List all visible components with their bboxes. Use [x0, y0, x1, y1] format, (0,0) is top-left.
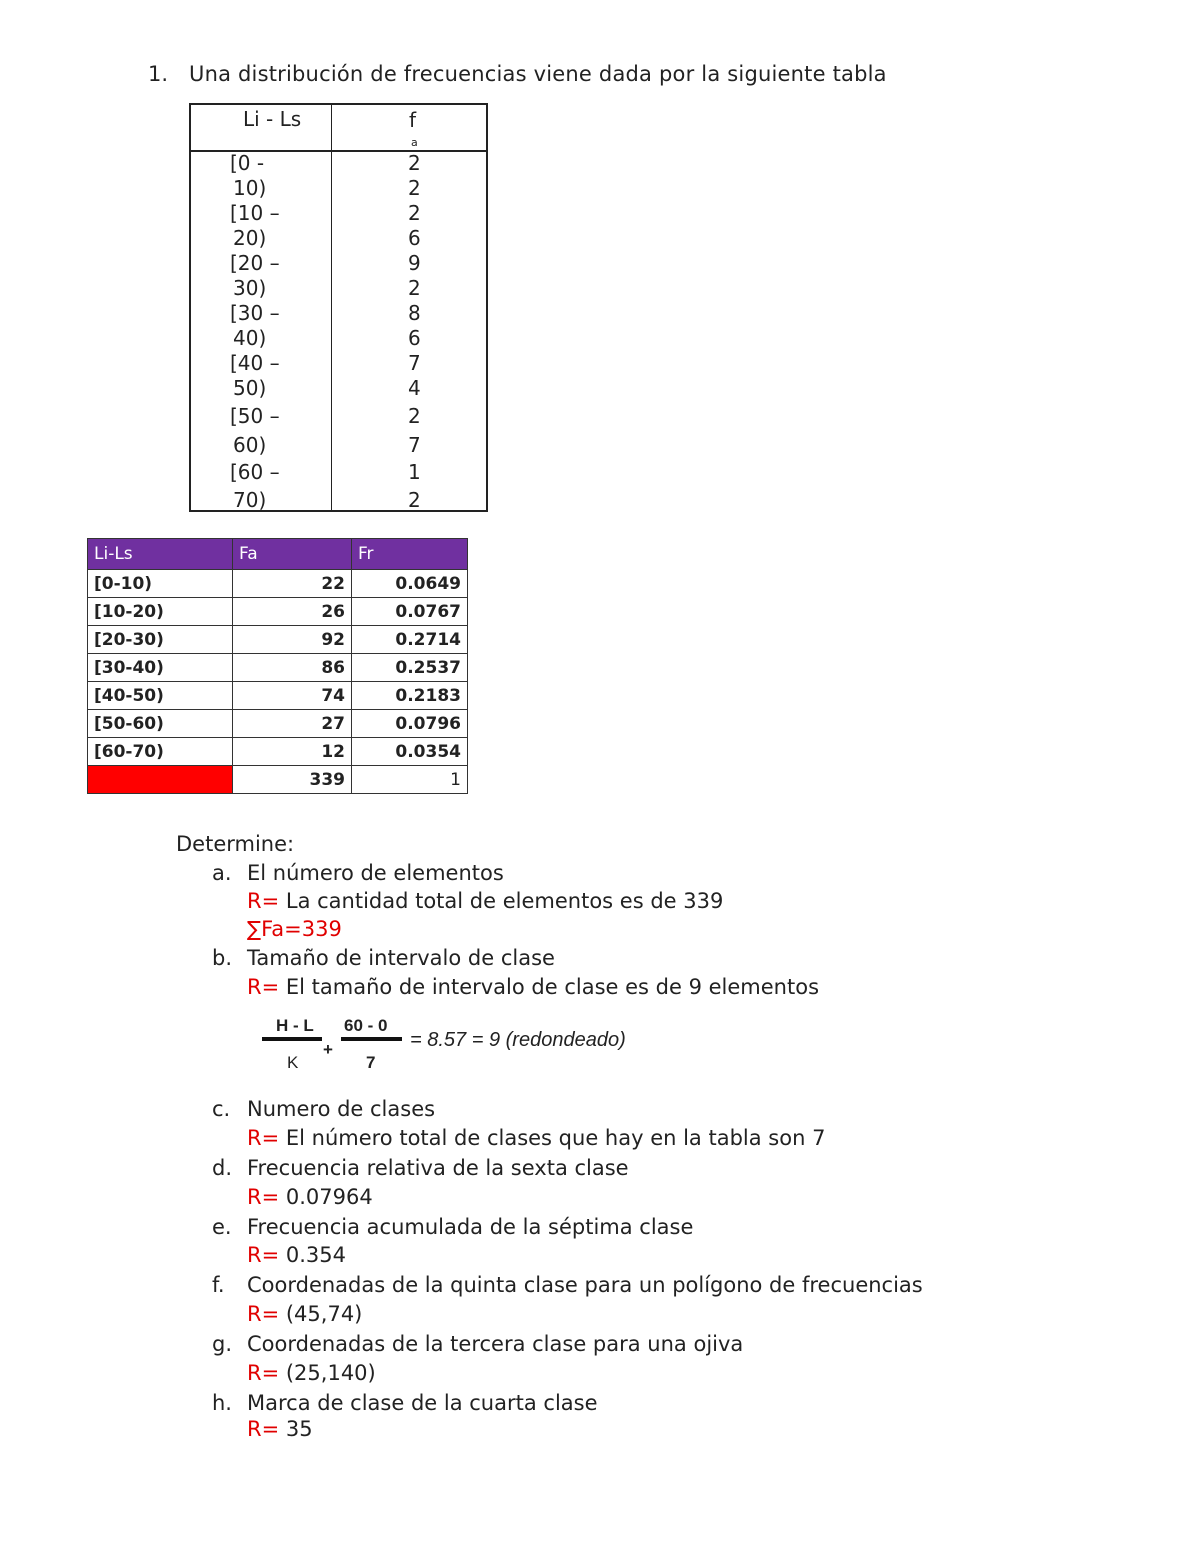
interval-cell: 20): [233, 226, 267, 250]
item-question: Marca de clase de la cuarta clase: [247, 1391, 598, 1415]
item-question: El número de elementos: [247, 861, 504, 885]
frequency-cell: 2: [408, 404, 421, 428]
interval-cell: [10-20): [88, 598, 233, 626]
formula-numerator-1: H - L: [276, 1016, 314, 1035]
answer-prefix: R=: [247, 975, 280, 999]
fa-cell: 26: [233, 598, 352, 626]
item-letter: a.: [212, 861, 232, 885]
fr-cell: 0.2537: [352, 654, 468, 682]
table-row: [88, 626, 468, 654]
table-row: [88, 598, 468, 626]
answer-prefix: R=: [247, 1361, 280, 1385]
item-letter: g.: [212, 1332, 233, 1356]
item-letter: h.: [212, 1391, 232, 1415]
interval-cell: [30 –: [230, 301, 280, 325]
answer-text: (45,74): [279, 1302, 363, 1326]
frequency-cell: 9: [408, 251, 421, 275]
item-question: Tamaño de intervalo de clase: [247, 946, 555, 970]
item-question: Numero de clases: [247, 1097, 436, 1121]
fa-cell: 22: [233, 570, 352, 598]
interval-cell: [40 –: [230, 351, 280, 375]
item-answer: [247, 889, 723, 913]
item-answer: [247, 1302, 362, 1326]
table-header-row: [88, 539, 468, 570]
formula-denominator-1: K: [287, 1053, 299, 1072]
answer-prefix: R=: [247, 1243, 280, 1267]
interval-cell: [20-30): [88, 626, 233, 654]
item-question: Coordenadas de la quinta clase para un polígono de frecuencias: [247, 1273, 923, 1297]
formula-numerator-2: 60 - 0: [344, 1016, 388, 1035]
item-answer: [247, 1361, 376, 1385]
fraction-bar-1: [262, 1037, 322, 1041]
fr-cell: 0.0796: [352, 710, 468, 738]
answer-text: El tamaño de intervalo de clase es de 9 elementos: [279, 975, 820, 999]
frequency-cell: 6: [408, 326, 421, 350]
sum-expression: ∑Fa=339: [247, 917, 342, 941]
determine-label: Determine:: [176, 832, 295, 856]
interval-cell: [60-70): [88, 738, 233, 766]
interval-cell: [60 –: [230, 460, 280, 484]
frequency-table-original: [189, 103, 488, 512]
fa-cell: 86: [233, 654, 352, 682]
answer-text: 0.354: [279, 1243, 346, 1267]
frequency-cell: 2: [408, 488, 421, 512]
fa-cell: 12: [233, 738, 352, 766]
frequency-table-summary: [87, 538, 468, 794]
interval-cell: 30): [233, 276, 267, 300]
item-question: Frecuencia acumulada de la séptima clase: [247, 1215, 694, 1239]
table-row: [88, 570, 468, 598]
header-f-subscript: a: [411, 136, 418, 149]
interval-cell: [30-40): [88, 654, 233, 682]
answer-prefix: R=: [247, 889, 280, 913]
question-text: Una distribución de frecuencias viene dada por la siguiente tabla: [189, 62, 887, 86]
interval-cell: 10): [233, 176, 267, 200]
header-fa: Fa: [233, 539, 352, 570]
fa-cell: 92: [233, 626, 352, 654]
interval-cell: [0-10): [88, 570, 233, 598]
fr-cell: 0.0649: [352, 570, 468, 598]
item-answer: [247, 1417, 313, 1441]
answer-prefix: R=: [247, 1126, 280, 1150]
item-answer: [247, 1126, 825, 1150]
header-fr: Fr: [352, 539, 468, 570]
frequency-cell: 4: [408, 376, 421, 400]
question-number: 1.: [148, 62, 169, 86]
item-letter: c.: [212, 1097, 231, 1121]
frequency-cell: 2: [408, 176, 421, 200]
answer-prefix: R=: [247, 1185, 280, 1209]
frequency-cell: 1: [408, 460, 421, 484]
interval-cell: [10 –: [230, 201, 280, 225]
answer-text: (25,140): [279, 1361, 376, 1385]
interval-cell: [50-60): [88, 710, 233, 738]
item-letter: f.: [212, 1273, 225, 1297]
formula-result: = 8.57 = 9 (redondeado): [410, 1029, 626, 1051]
item-letter: d.: [212, 1156, 233, 1180]
column-divider: [331, 105, 332, 510]
formula-plus: +: [323, 1040, 333, 1059]
total-row: [88, 766, 468, 794]
header-f: f: [409, 108, 417, 132]
answer-prefix: R=: [247, 1302, 280, 1326]
header-li-ls: Li - Ls: [243, 107, 302, 131]
frequency-cell: 2: [408, 276, 421, 300]
interval-cell: 60): [233, 433, 267, 457]
table-row: [88, 710, 468, 738]
header-li-ls: Li-Ls: [88, 539, 233, 570]
interval-cell: [20 –: [230, 251, 280, 275]
frequency-cell: 6: [408, 226, 421, 250]
item-answer: [247, 1243, 346, 1267]
answer-text: La cantidad total de elementos es de 339: [279, 889, 724, 913]
interval-cell: [0 -: [230, 151, 265, 175]
interval-cell: [50 –: [230, 404, 280, 428]
item-letter: e.: [212, 1215, 232, 1239]
fa-cell: 27: [233, 710, 352, 738]
answer-text: El número total de clases que hay en la tabla son 7: [279, 1126, 826, 1150]
table-row: [88, 682, 468, 710]
item-question: Coordenadas de la tercera clase para una ojiva: [247, 1332, 744, 1356]
fr-cell: 0.0354: [352, 738, 468, 766]
total-label-cell: [88, 766, 233, 794]
interval-cell: 40): [233, 326, 267, 350]
formula-denominator-2: 7: [366, 1053, 376, 1072]
interval-cell: 50): [233, 376, 267, 400]
fr-cell: 0.2183: [352, 682, 468, 710]
fr-cell: 0.0767: [352, 598, 468, 626]
answer-prefix: R=: [247, 1417, 280, 1441]
item-answer: [247, 1185, 373, 1209]
item-letter: b.: [212, 946, 233, 970]
total-fr-cell: 1: [352, 766, 468, 794]
answer-text: 0.07964: [279, 1185, 373, 1209]
frequency-cell: 7: [408, 433, 421, 457]
frequency-cell: 2: [408, 151, 421, 175]
frequency-cell: 2: [408, 201, 421, 225]
fa-cell: 74: [233, 682, 352, 710]
item-answer: [247, 975, 819, 999]
interval-cell: 70): [233, 488, 267, 512]
answer-text: 35: [279, 1417, 313, 1441]
fraction-bar-2: [341, 1037, 402, 1041]
total-fa-cell: 339: [233, 766, 352, 794]
frequency-cell: 8: [408, 301, 421, 325]
interval-cell: [40-50): [88, 682, 233, 710]
fr-cell: 0.2714: [352, 626, 468, 654]
frequency-cell: 7: [408, 351, 421, 375]
table-row: [88, 654, 468, 682]
item-question: Frecuencia relativa de la sexta clase: [247, 1156, 629, 1180]
table-row: [88, 738, 468, 766]
